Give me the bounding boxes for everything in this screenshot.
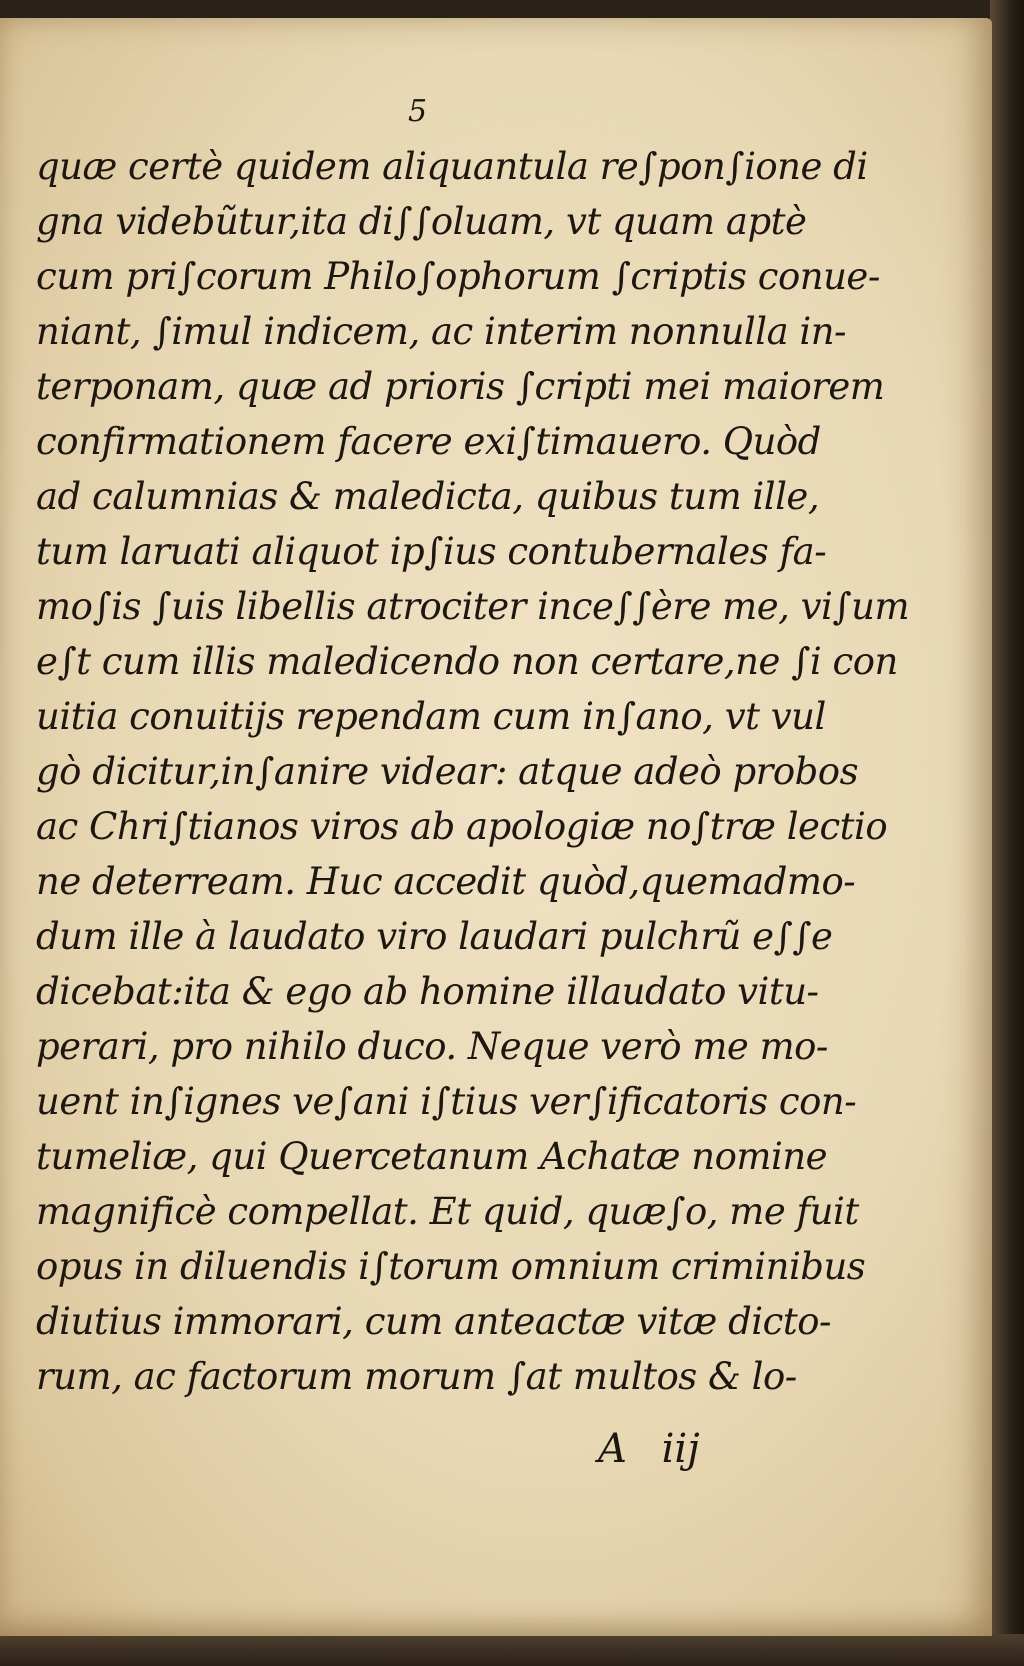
text-line: uent in∫ignes ve∫ani i∫tius ver∫ificatoris con- bbox=[36, 1080, 857, 1123]
text-line: e∫t cum illis maledicendo non certare,ne ∫i con bbox=[36, 640, 898, 683]
page-number: 5 bbox=[408, 94, 428, 129]
text-line: tum laruati aliquot ip∫ius contubernales fa- bbox=[36, 530, 827, 573]
text-line: perari, pro nihilo duco. Neque verò me mo- bbox=[36, 1025, 828, 1068]
text-line: gna videbũtur,ita di∫∫oluam, vt quam aptè bbox=[36, 200, 807, 243]
text-line: rum, ac factorum morum ∫at multos & lo- bbox=[36, 1355, 797, 1398]
text-line: diutius immorari, cum anteactæ vitæ dicto- bbox=[36, 1300, 831, 1343]
text-line: magnificè compellat. Et quid, quæ∫o, me fuit bbox=[36, 1190, 859, 1233]
text-line: terponam, quæ ad prioris ∫cripti mei maiorem bbox=[36, 365, 885, 408]
book-edge-right bbox=[990, 0, 1024, 1666]
signature-mark: A iij bbox=[598, 1426, 700, 1472]
text-line: confirmationem facere exi∫timauero. Quòd bbox=[36, 420, 821, 463]
text-line: dum ille à laudato viro laudari pulchrũ e∫∫e bbox=[36, 915, 833, 958]
text-line: ne deterream. Huc accedit quòd,quemadmo- bbox=[36, 860, 856, 903]
text-line: dicebat:ita & ego ab homine illaudato vitu- bbox=[36, 970, 819, 1013]
text-line: quæ certè quidem aliquantula re∫pon∫ione di bbox=[36, 145, 868, 188]
text-line: tumeliæ, qui Quercetanum Achatæ nomine bbox=[36, 1135, 828, 1178]
text-line: mo∫is ∫uis libellis atrociter ince∫∫ère me, vi∫um bbox=[36, 585, 910, 628]
book-edge-bottom bbox=[0, 1634, 1024, 1666]
text-line: niant, ∫imul indicem, ac interim nonnulla in- bbox=[36, 310, 847, 353]
paper-page bbox=[0, 18, 992, 1636]
text-line: uitia conuitijs rependam cum in∫ano, vt vul bbox=[36, 695, 826, 738]
text-line: ad calumnias & maledicta, quibus tum ille, bbox=[36, 475, 820, 518]
text-line: ac Chri∫tianos viros ab apologiæ no∫træ lectio bbox=[36, 805, 888, 848]
text-line: opus in diluendis i∫torum omnium criminibus bbox=[36, 1245, 866, 1288]
text-line: cum pri∫corum Philo∫ophorum ∫criptis conue- bbox=[36, 255, 880, 298]
text-line: gò dicitur,in∫anire videar: atque adeò probos bbox=[36, 750, 859, 793]
